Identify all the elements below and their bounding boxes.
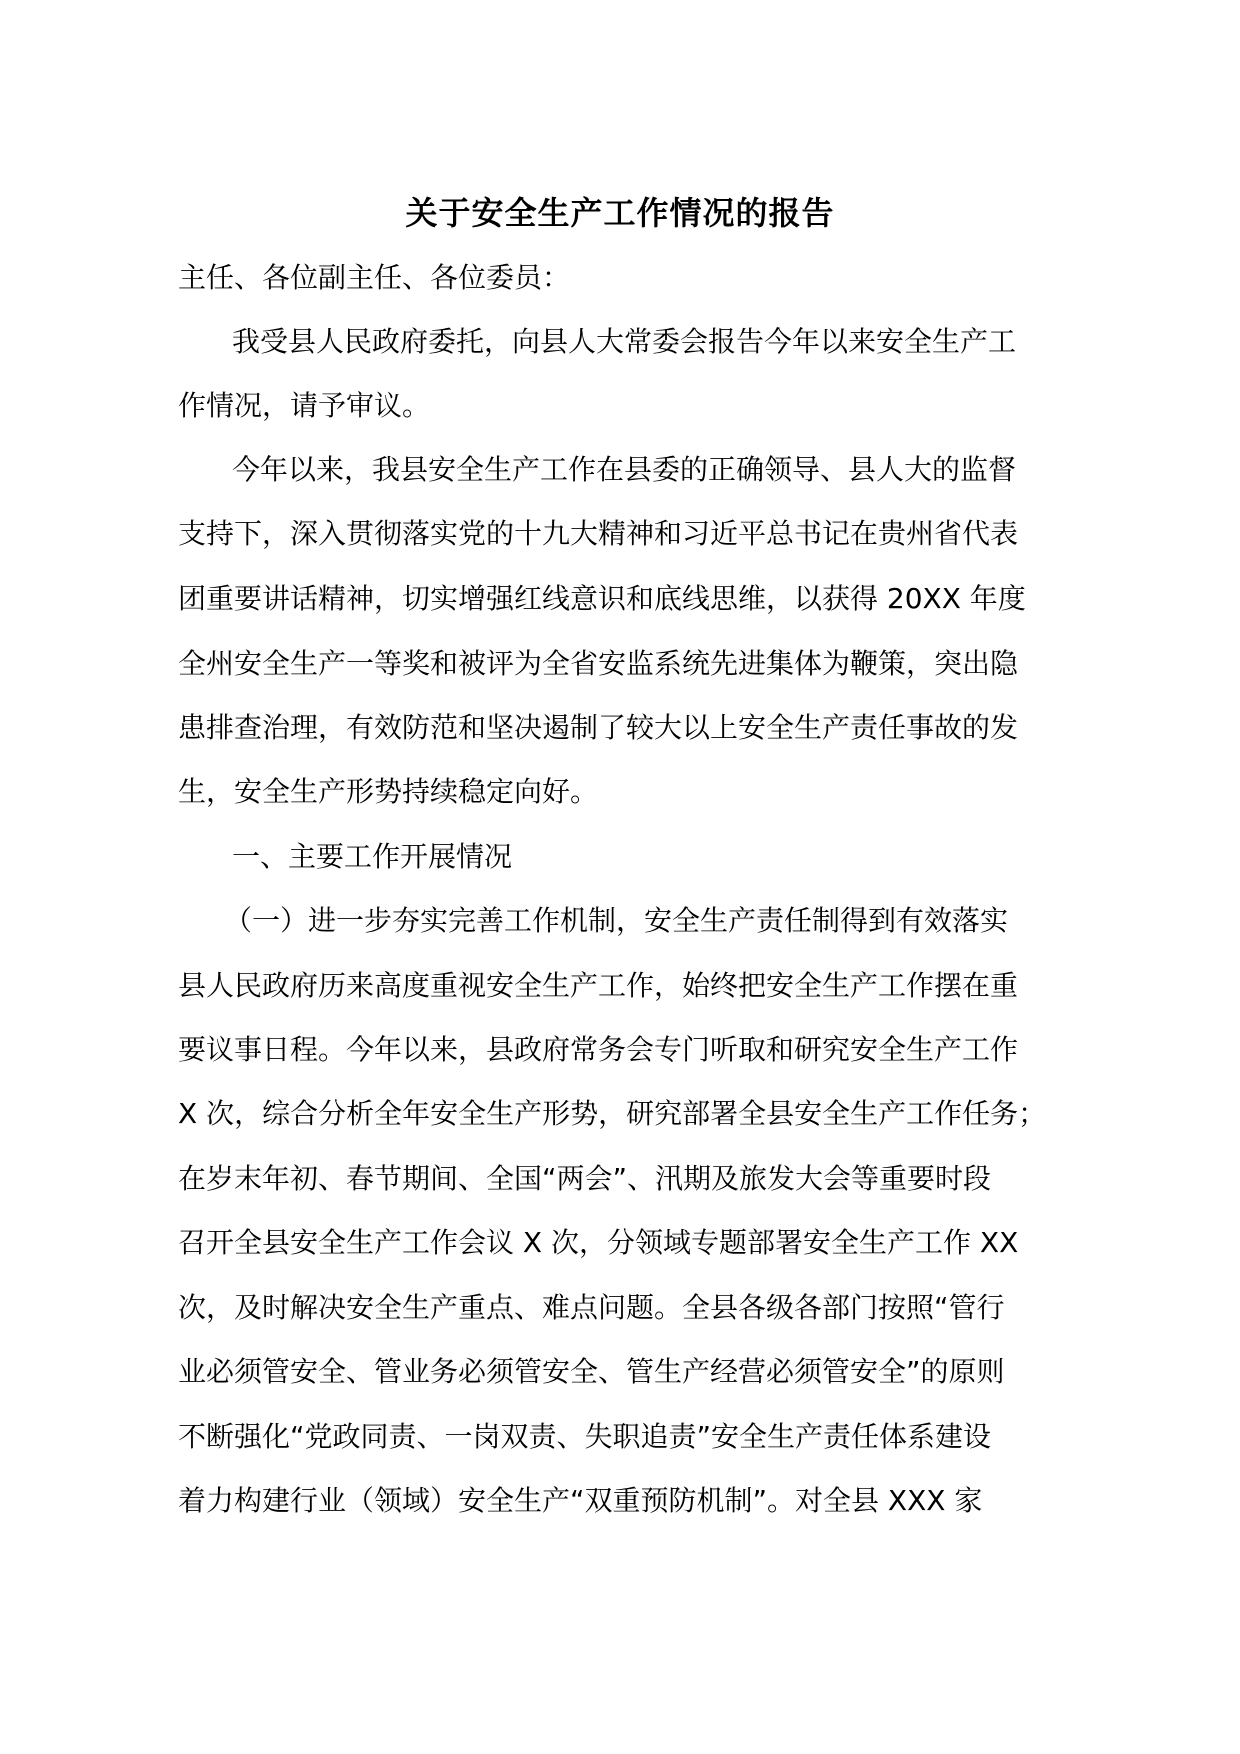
paragraph-line: 今年以来，我县安全生产工作在县委的正确领导、县人大的监督 — [232, 453, 1017, 486]
paragraph-line: 要议事日程。今年以来，县政府常务会专门听取和研究安全生产工作 — [178, 1033, 1019, 1066]
section-heading: 一、主要工作开展情况 — [232, 840, 513, 873]
paragraph-line: 着力构建行业（领域）安全生产“双重预防机制”。对全县 XXX 家 — [178, 1484, 983, 1517]
paragraph-line: 次，及时解决安全生产重点、难点问题。全县各级各部门按照“管行 — [178, 1291, 1005, 1324]
subsection-heading: （一）进一步夯实完善工作机制，安全生产责任制得到有效落实 — [224, 904, 1009, 937]
paragraph-line: 生，安全生产形势持续稳定向好。 — [178, 775, 599, 808]
paragraph-line: 召开全县安全生产工作会议 X 次，分领域专题部署安全生产工作 XX — [178, 1226, 1019, 1259]
paragraph-line: 团重要讲话精神，切实增强红线意识和底线思维，以获得 20XX 年度 — [178, 582, 1026, 615]
paragraph-line: 县人民政府历来高度重视安全生产工作，始终把安全生产工作摆在重 — [178, 969, 1019, 1002]
paragraph-line: 支持下，深入贯彻落实党的十九大精神和习近平总书记在贵州省代表 — [178, 517, 1019, 550]
paragraph-line: X 次，综合分析全年安全生产形势，研究部署全县安全生产工作任务； — [178, 1097, 1047, 1130]
paragraph-line: 患排查治理，有效防范和坚决遏制了较大以上安全生产责任事故的发 — [178, 711, 1019, 744]
document-title: 关于安全生产工作情况的报告 — [405, 194, 835, 232]
paragraph-line: 我受县人民政府委托，向县人大常委会报告今年以来安全生产工 — [232, 325, 1017, 358]
paragraph-line: 作情况，请予审议。 — [178, 389, 431, 422]
paragraph-line: 全州安全生产一等奖和被评为全省安监系统先进集体为鞭策，突出隐 — [178, 647, 1019, 680]
paragraph-line: 业必须管安全、管业务必须管安全、管生产经营必须管安全”的原则 — [178, 1355, 1005, 1388]
salutation-line: 主任、各位副主任、各位委员： — [178, 261, 571, 294]
paragraph-line: 在岁末年初、春节期间、全国“两会”、汛期及旅发大会等重要时段 — [178, 1162, 992, 1195]
paragraph-line: 不断强化“党政同责、一岗双责、失职追责”安全生产责任体系建设 — [178, 1420, 992, 1453]
